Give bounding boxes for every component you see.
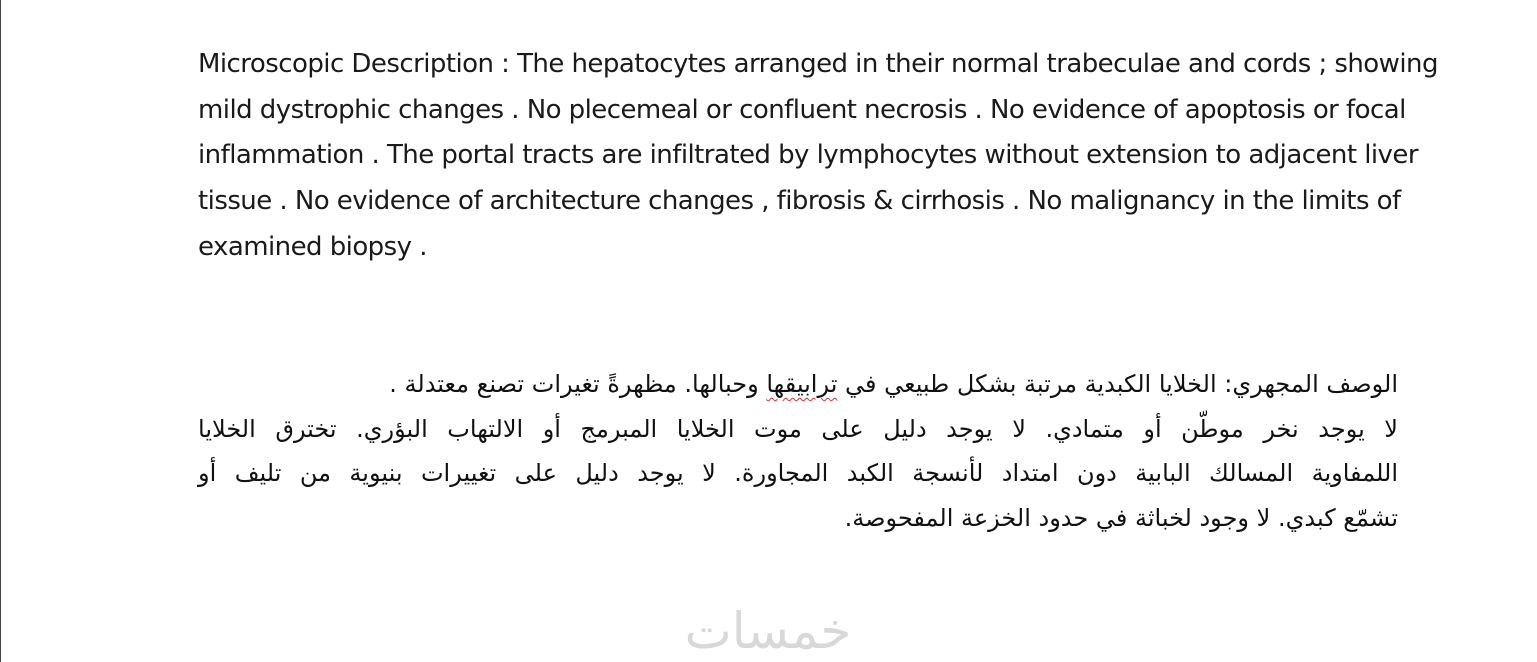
- spellcheck-marked-word: ترابيقها: [766, 370, 838, 398]
- arabic-line-1-start: الوصف المجهري: الخلايا الكبدية مرتبة بشكل طبيعي في: [837, 370, 1398, 398]
- arabic-line-1: [198, 362, 1398, 407]
- english-microscopic-description: Microscopic Description : The hepatocytes arranged in their normal trabeculae and cords ; showing mild dystrophic changes . No plecemeal or confluent necrosis . No evidence of apoptosis or focal inflammation . The portal tracts are infiltrated by lymphocytes without extension to adjacent liver tissue . No evidence of architecture changes , fibrosis & cirrhosis . No malignancy in the limits of examined biopsy .: [198, 49, 1438, 262]
- arabic-line-2: لا يوجد نخر موطّن أو متمادي. لا يوجد دليل على موت الخلايا المبرمج أو الالتهاب البؤري. تخترق الخلايا: [198, 414, 1398, 443]
- arabic-line-4: تشمّع كبدي. لا وجود لخباثة في حدود الخزعة المفحوصة.: [844, 503, 1398, 532]
- khamsat-watermark-logo: خمسات: [684, 602, 852, 660]
- arabic-line-1-end: وحبالها. مظهرةً تغيرات تصنع معتدلة .: [389, 370, 767, 398]
- arabic-microscopic-description: [198, 362, 1398, 540]
- page-left-border: [0, 0, 1, 662]
- arabic-line-3: اللمفاوية المسالك البابية دون امتداد لأنسجة الكبد المجاورة. لا يوجد دليل على تغييرات بنيوية من تليف أو: [198, 459, 1398, 487]
